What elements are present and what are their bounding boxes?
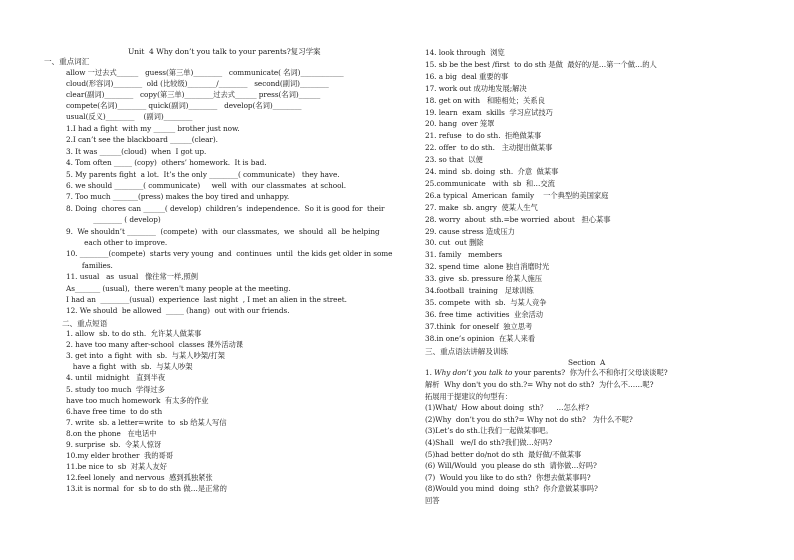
- phrase-item: 3. get into a fight with sb. 与某人吵架/打架: [66, 351, 225, 361]
- fill-in-item: As_______ (usual), there weren't many people at the meeting.: [66, 283, 291, 293]
- question-1-rest: your parents? 你为什么不和你打父母谈谈呢?: [512, 368, 668, 377]
- phrase-item: 5. study too much 学得过多: [66, 384, 165, 394]
- grammar-item: 拓展用于提建议的句型有：: [425, 391, 512, 401]
- phrase-item: 23. so that 以便: [425, 155, 483, 165]
- grammar-item: (1)What/ How about doing sth？ …怎么样?: [425, 403, 590, 413]
- question-1: 1. Why don’t you talk to your parents? 你为什么不和你打父母谈谈呢?: [425, 368, 668, 377]
- phrase-item: 13.it is normal for sb to do sth 做…是正常的: [66, 484, 227, 494]
- phrase-item: 2. have too many after-school classes 课外活动课: [66, 340, 244, 350]
- grammar-item: (6) Will/Would you please do sth 请你做…好吗?: [425, 461, 597, 471]
- phrase-item: 14. look through 浏览: [425, 48, 505, 57]
- grammar-item: (5)had better do/not do sth 最好做/不做某事: [425, 449, 582, 459]
- phrase-item: 27. make sb. angry 使某人生气: [425, 202, 538, 212]
- phrase-item: 29. cause stress 造成压力: [425, 226, 515, 236]
- fill-in-item: 8. Doing chores can ______( develop) children’s independence. So it is good for their: [66, 203, 385, 213]
- fill-in-item: 7. Too much _______(press) makes the boy tired and unhappy.: [66, 192, 290, 202]
- grammar-item: 解析 Why don't you do sth.?= Why not do sth? 为什么不……呢?: [425, 380, 654, 389]
- phrase-item: 33. give sb. pressure 给某人施压: [425, 274, 542, 284]
- phrase-item: 7. write sb. a letter=write to sb 给某人写信: [66, 417, 227, 427]
- vocab-item: allow 一过去式______ guess(第三单)________ communicate( 名词)____________: [66, 68, 344, 77]
- phrase-item: 28. worry about sth.=be worried about 担心某事: [425, 214, 611, 224]
- grammar-item: (3)Let’s do sth.让我们一起做某事吧。: [425, 426, 553, 436]
- phrase-item: 21. refuse to do sth. 拒绝做某事: [425, 131, 542, 141]
- phrase-item: 19. learn exam skills 学习应试技巧: [425, 107, 553, 117]
- phrase-item: 38.in one’s opinion 在某人来看: [425, 333, 536, 343]
- phrase-item: 11.be nice to sb 对某人友好: [66, 462, 167, 472]
- grammar-item: (7) Would you like to do sth? 你想去做某事吗?: [425, 472, 591, 482]
- vocab-item: clear(副词)________ copy(第三单)________过去式______ press(名词)______: [66, 90, 321, 99]
- phrase-item: 22. offer to do sth. 主动提出做某事: [425, 143, 553, 153]
- phrase-item: 35. compete with sb. 与某人竞争: [425, 297, 547, 307]
- phrase-item: 20. hang over 笼罩: [425, 119, 495, 129]
- phrase-item: have a fight with sb. 与某人吵架: [66, 362, 193, 372]
- phrase-item: 34.football training 足球训练: [425, 286, 534, 295]
- phrase-item: 25.communicate with sb 和…交流: [425, 178, 555, 188]
- phrase-item: 6.have free time to do sth: [66, 406, 163, 416]
- phrase-item: 36. free time activities 业余活动: [425, 309, 543, 319]
- section-a-label: Section A: [568, 358, 606, 367]
- fill-in-item: ________ ( develop): [66, 215, 161, 225]
- vocab-item: cloud(形容词)________ old (比较级)________/________ second(副词)________: [66, 79, 329, 88]
- section-grammar-heading: 三、重点语法讲解及训练: [425, 347, 508, 356]
- phrase-item: 18. get on with 和睦相处；关系良: [425, 95, 545, 105]
- fill-in-item: 2.I can’t see the blackboard ______(clear).: [66, 135, 218, 145]
- grammar-item: (8)Would you mind doing sth? 你介意做某事吗?: [425, 484, 598, 494]
- fill-in-item: 6. we should ________( communicate) well with our classmates at school.: [66, 181, 347, 190]
- question-1-italic: Why don’t you talk to: [434, 368, 513, 377]
- page-title: Unit 4 Why don’t you talk to your parents?复习学案: [128, 47, 321, 56]
- phrase-item: 37.think for oneself 独立思考: [425, 321, 533, 331]
- phrase-item: 12.feel lonely and nervous 感到孤独紧张: [66, 473, 213, 483]
- fill-in-item: 10. ________(compete) starts very young and continues until the kids get older in some: [66, 249, 393, 259]
- fill-in-item: 1.I had a fight with my ______ brother just now.: [66, 124, 240, 133]
- section-vocabulary-heading: 一、重点词汇: [44, 57, 90, 66]
- fill-in-item: families.: [66, 260, 113, 270]
- phrase-item: 8.on the phone 在电话中: [66, 428, 157, 438]
- fill-in-item: 3. It was ______(cloud) when I got up.: [66, 146, 207, 156]
- phrase-item: 9. surprise sb. 令某人惊讶: [66, 440, 162, 449]
- phrase-item: 24. mind sb. doing sth. 介意 做某事: [425, 167, 559, 176]
- phrase-item: 16. a big deal 重要的事: [425, 71, 509, 81]
- phrase-item: 15. sb be the best /first to do sth 是做 最好的/是…第一个做…的人: [425, 59, 657, 69]
- fill-in-item: 5. My parents fight a lot. It’s the only ________( communicate) they have.: [66, 169, 340, 179]
- vocab-item: usual(反义)________ (副词)________: [66, 112, 193, 121]
- grammar-item: (4)Shall we/I do sth?我们做…好吗?: [425, 438, 553, 447]
- section-phrases-heading: 二、重点短语: [62, 319, 108, 328]
- fill-in-item: 4. Tom often _____ (copy) others’ homework. It is bad.: [66, 158, 267, 168]
- fill-in-item: I had an ________(usual) experience last night , I met an alien in the street.: [66, 295, 347, 304]
- phrase-item: 4. until midnight 直到半夜: [66, 373, 166, 383]
- phrase-item: 1. allow sb. to do sth. 允许某人做某事: [66, 329, 202, 338]
- grammar-item: 回答: [425, 496, 440, 505]
- phrase-item: 31. family members: [425, 250, 503, 260]
- phrase-item: 32. spend time alone 独自消磨时光: [425, 262, 550, 272]
- phrase-item: 17. work out 成功地发展;解决: [425, 83, 527, 93]
- phrase-item: 26.a typical American family 一个典型的美国家庭: [425, 190, 609, 200]
- phrase-item: 30. cut out 删除: [425, 238, 484, 248]
- phrase-item: have too much homework 有太多的作业: [66, 395, 209, 405]
- phrase-item: 10.my elder brother 我的哥哥: [66, 451, 173, 461]
- fill-in-item: each other to improve.: [66, 238, 168, 247]
- grammar-item: (2)Why don’t you do sth?= Why not do sth? 为什么不呢?: [425, 414, 633, 424]
- fill-in-item: 9. We shouldn’t ________ (compete) with our classmates, we should all be helping: [66, 226, 380, 236]
- fill-in-item: 12. We should be allowed _____ (hang) out with our friends.: [66, 306, 290, 316]
- fill-in-item: 11. usual as usual 像往常一样,照例: [66, 272, 199, 282]
- vocab-item: compete(名词)________ quick(副词)________ develop(名词)________: [66, 101, 302, 110]
